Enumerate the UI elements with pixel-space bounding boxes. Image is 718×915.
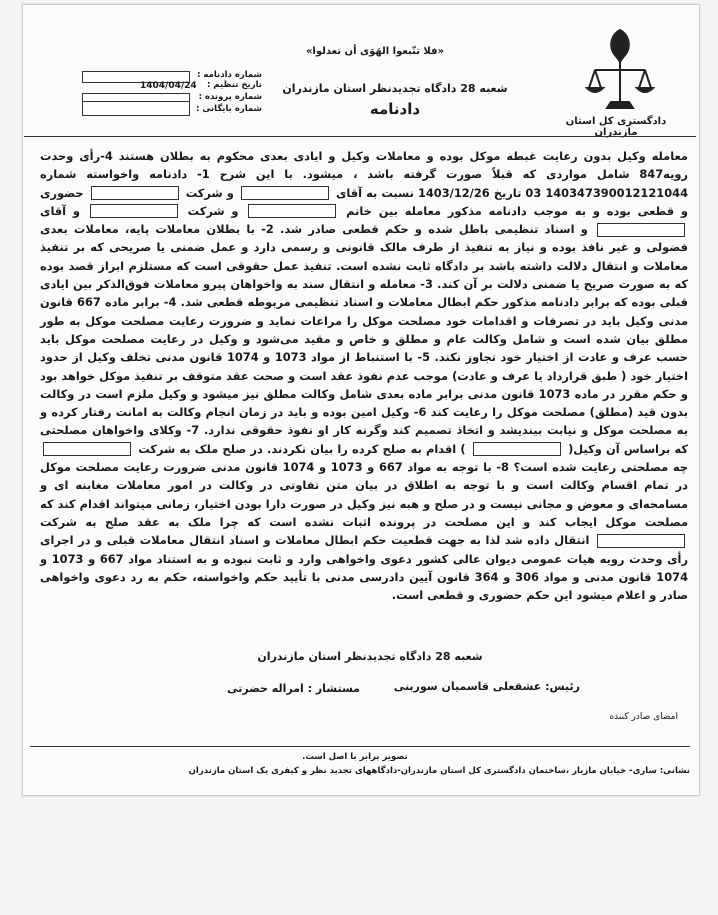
signature-branch: شعبه 28 دادگاه تجدیدنظر استان مازندران [257, 650, 483, 663]
signature-advisor: مستشار : امراله حضرتی [227, 682, 360, 695]
body-paragraph: چه مصلحتی رعایت شده است؟ 8- با توجه به مواد 667 و 1073 و 1074 قانون مدنی ضرورت رعایت مصلحت موکل در تمام اقسام وکالت است و با توجه به اطلاق در بیان متن تفاوتی در وکالت در امور معاملات مغابنه ای و مسامحه‌ای و معوض و مجانی نیست و در صلح و هبه نیز وکیل در صورت دارا بودن اختیار، زمانی میتواند اقدام کند که مصلحت موکل ایجاب کند و این مصلحت در پرونده اثبات نشده است که چرا ملک به عقد صلح به شرکت [40, 460, 689, 529]
redacted-box [91, 186, 179, 200]
signature-head-judge: رئیس: عشقعلی قاسمیان سوربنی [393, 680, 580, 693]
body-paragraph: و شرکت [185, 185, 234, 200]
issue-date-label: تاریخ تنظیم : [207, 80, 262, 90]
redacted-box [248, 204, 336, 218]
body-paragraph: معامله وکیل بدون رعایت غبطه موکل بوده و معاملات وکیل و ایادی بعدی محکوم به بطلان هستند 4-رأی وحدت رویه847 شامل مواردی که قبلاً صورت گرفته باشد ، میشود. با این شرح 1- دادنامه واخواسته شماره 140347390012121044 03 تاریخ 1403/12/26 نسبت به آقای [40, 149, 688, 200]
body-paragraph: و اسناد تنظیمی باطل شده و حکم قطعی صادر شد. 2- با بطلان معاملات پایه، معاملات بعدی فضولی و غیر نافذ بوده و نیاز به تنفیذ از طرف مالک قانونی و رسمی دارد و عمل ضمنی یا صریحی که بر تنفیذ معاملات و انتقال دلالت داشته باشد بر دادگاه ثابت نشده است. تنفیذ عمل حقوقی است که مستلزم ابراز قصد بوده که به صورت صریح یا ضمنی دلالت بر آن کند. 3- معامله و انتقال سند به واخواهان پیرو معاملات فوق‌الذکر بین ایادی قبلی بوده که برابر دادنامه مذکور حکم ابطال معاملات و اسناد تنظیمی مربوطه قطعی شد. 4- برابر ماده 667 قانون مدنی وکیل باید در تصرفات و اقدامات خود مصلحت موکل را مراعات نماید و ضرورت رعایت مصلحت موکل به طور مطلق بیان شده است و شامل وکالت عام و مطلق و خاص و مقید می‌شود و وکیل در رعایت مصلحت موکل باید حسب عرف و عادت از اختیار خود تجاوز نکند. 5- با استنباط از مواد 1073 و 1074 قانون مدنی تخلف وکیل از حدود اختیار خود ( طبق قرارداد یا عرف و عادت) موجب عدم نفوذ عقد است و صحت عقد متوقف بر تنفیذ موکل خواهد بود و حکم مقرر در ماده 1073 قانون مدنی برابر ماده بعدی شامل وکالت مطلق نیز میشود و وکیل ملزم است در وکالت بدون قید (مطلق) مصلحت موکل را رعایت کند 6- وکیل امین بوده و باید در زمان انجام وکالت به امانت رفتار کرده و به مصلحت موکل و نیابت بیندیشد و اتخاذ تصمیم کند وگرنه کار او نفوذ حقوقی ندارد. 7- وکلای واخواهان مصلحتی که براساس آن وکیل( [40, 222, 689, 456]
redacted-box [473, 442, 561, 456]
body-paragraph: و شرکت [187, 203, 239, 218]
redacted-box [90, 204, 178, 218]
body-paragraph: انتقال داده شد لذا به جهت قطعیت حکم ابطال معاملات و اسناد انتقال معاملات قبلی و در اجرای رأی وحدت رویه هیات عمومی دیوان عالی کشور دعوی واخواهی وارد و ثابت نبوده و به استناد مواد 667 و 1073 و 1074 قانون مدنی و مواد 306 و 364 قانون آیین دادرسی مدنی با تأیید حکم واخواسته، حکم به رد دعوی واخواهی صادر و اعلام میشود این حکم حضوری و قطعی است. [40, 533, 689, 603]
redacted-box [597, 534, 685, 548]
header-quote: «فلا تتّبعوا الهَوَی أن تعدلوا» [305, 46, 445, 57]
redacted-box [241, 186, 329, 200]
redacted-box [82, 101, 190, 116]
verdict-body [40, 147, 688, 604]
footer-copy-note: تصویر برابر با اصل است. [302, 752, 408, 762]
archive-number-label: شماره بایگانی : [196, 104, 262, 114]
body-paragraph: حضوری و قطعی بوده و به موجب دادنامه مذکور معامله بین خانم [40, 185, 689, 218]
redacted-box [43, 442, 131, 456]
issue-date-value: 1404/04/24 [140, 81, 197, 91]
iran-emblem-scales-icon [585, 22, 655, 122]
signature-issuer-label: امضای صادر کننده [609, 712, 678, 722]
header-divider [24, 136, 696, 137]
footer-divider [30, 746, 690, 747]
document-title: دادنامه [369, 100, 421, 118]
archive-number-row [82, 104, 262, 120]
verdict-number-label: شماره دادنامه : [197, 70, 262, 80]
body-paragraph: ) اقدام به صلح کرده را بیان نکردند. در صلح ملک به شرکت [138, 441, 466, 456]
body-paragraph: و آقای [40, 203, 80, 218]
court-name: دادگستری کل استان مازندران [565, 116, 667, 138]
redacted-box [597, 223, 685, 237]
branch-title: شعبه 28 دادگاه تجدیدنظر استان مازندران [282, 82, 508, 95]
footer-address: نشانی: ساری- خیابان مازیار ،ساختمان دادگستری کل استان مازندران-دادگاههای تجدید نظر و کیفری یک استان مازندران [188, 766, 690, 776]
case-number-label: شماره پرونده : [198, 92, 262, 102]
